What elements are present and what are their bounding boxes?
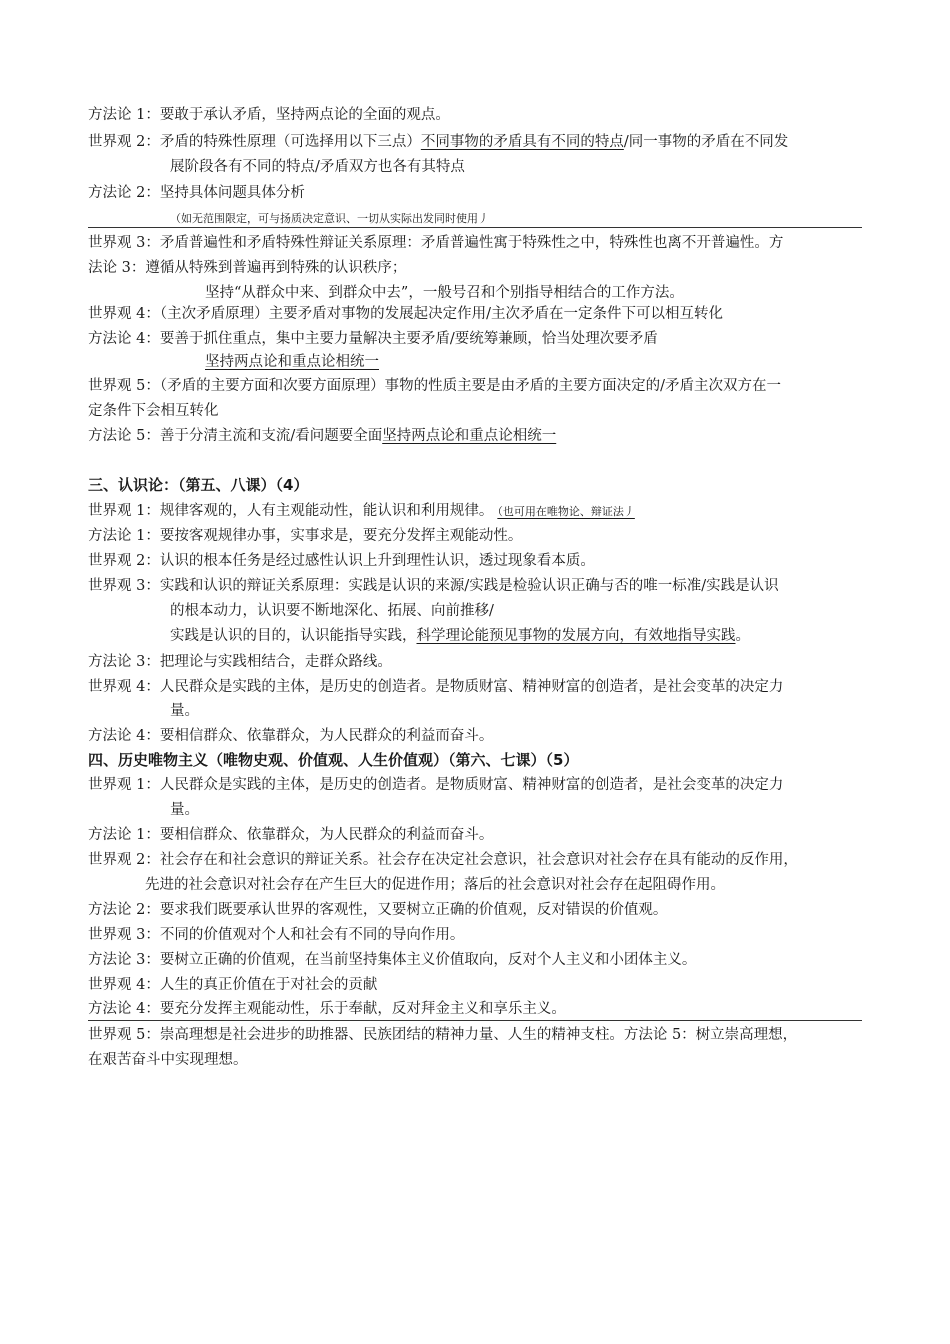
text-line: 先进的社会意识对社会存在产生巨大的促进作用；落后的社会意识对社会存在起阻碍作用。 — [145, 877, 725, 893]
divider-line — [88, 227, 862, 228]
text-line: 定条件下会相互转化 — [88, 403, 219, 419]
text-line: 方法论 4：要充分发挥主观能动性，乐于奉献，反对拜金主义和享乐主义。 — [88, 1001, 566, 1017]
text-line: 坚持“从群众中来、到群众中去”，一般号召和个别指导相结合的工作方法。 — [205, 285, 684, 301]
text-line — [88, 132, 788, 152]
text-line: 世界观 1：人民群众是实践的主体，是历史的创造者。是物质财富、精神财富的创造者，是社会变革的决定力 — [88, 777, 784, 793]
text-line: 世界观 4：人生的真正价值在于对社会的贡献 — [88, 977, 378, 993]
text-span: 实践是认识的目的，认识能指导实践， — [170, 628, 417, 644]
text-line — [88, 426, 556, 446]
text-line: 方法论 3：要树立正确的价值观，在当前坚持集体主义价值取向，反对个人主义和小团体主义。 — [88, 952, 697, 968]
annotation-note: （如无范围限定，可与扬质决定意识、一切从实际出发同时使用丿 — [170, 212, 489, 225]
text-line: 方法论 1：要按客观规律办事，实事求是，要充分发挥主观能动性。 — [88, 528, 523, 544]
text-span: 世界观 1：规律客观的，人有主观能动性，能认识和利用规律。 — [88, 503, 494, 519]
text-line: 世界观 4：人民群众是实践的主体，是历史的创造者。是物质财富、精神财富的创造者，是社会变革的决定力 — [88, 679, 784, 695]
text-span: 方法论 5：善于分清主流和支流/看问题要全面 — [88, 428, 383, 444]
text-line: 世界观 5：崇高理想是社会进步的助推器、民族团结的精神力量、人生的精神支柱。方法论 5：树立崇高理想， — [88, 1027, 798, 1043]
text-line: 方法论 4：要相信群众、依靠群众，为人民群众的利益而奋斗。 — [88, 728, 494, 744]
text-line: 世界观 2：认识的根本任务是经过感性认识上升到理性认识，透过现象看本质。 — [88, 553, 595, 569]
text-line: 世界观 5：（矛盾的主要方面和次要方面原理）事物的性质主要是由矛盾的主要方面决定的/矛盾主次双方在一 — [88, 378, 781, 394]
text-span: 。 — [735, 628, 750, 644]
text-line: 方法论 1：要敢于承认矛盾，坚持两点论的全面的观点。 — [88, 107, 450, 123]
text-line: 世界观 3：矛盾普遍性和矛盾特殊性辩证关系原理：矛盾普遍性寓于特殊性之中，特殊性也离不开普遍性。方 — [88, 235, 784, 251]
text-span: /同一事物的矛盾在不同发 — [623, 134, 789, 150]
text-line: 方法论 2：坚持具体问题具体分析 — [88, 185, 305, 201]
underlined-text: 坚持两点论和重点论相统一 — [382, 428, 557, 444]
text-line: 方法论 3：把理论与实践相结合，走群众路线。 — [88, 654, 392, 670]
text-line: 方法论 2：要求我们既要承认世界的客观性，又要树立正确的价值观，反对错误的价值观。 — [88, 902, 668, 918]
text-line: 世界观 3：不同的价值观对个人和社会有不同的导向作用。 — [88, 927, 465, 943]
text-line — [88, 501, 635, 522]
text-line: 量。 — [170, 703, 199, 719]
text-line: 方法论 4：要善于抓住重点，集中主要力量解决主要矛盾/要统筹兼顾，恰当处理次要矛盾 — [88, 331, 658, 347]
divider-line — [88, 1020, 862, 1021]
annotation-note: （也可用在唯物论、辩证法丿 — [497, 505, 635, 518]
text-line: 在艰苦奋斗中实现理想。 — [88, 1052, 248, 1068]
text-line: 世界观 2：社会存在和社会意识的辩证关系。社会存在决定社会意识，社会意识对社会存在具有能动的反作用， — [88, 852, 798, 868]
text-span: 世界观 2：矛盾的特殊性原理（可选择用以下三点） — [88, 134, 421, 150]
underlined-text: 不同事物的矛盾具有不同的特点 — [420, 134, 624, 150]
text-line: 展阶段各有不同的特点/矛盾双方也各有其特点 — [170, 159, 465, 175]
section-heading: 三、认识论：（第五、八课）（4） — [88, 476, 309, 494]
underlined-text: 坚持两点论和重点论相统一 — [205, 354, 379, 370]
text-line: 量。 — [170, 802, 199, 818]
text-line — [170, 626, 750, 646]
text-line: 世界观 4：（主次矛盾原理）主要矛盾对事物的发展起决定作用/主次矛盾在一定条件下可以相互转化 — [88, 306, 723, 322]
underlined-text: 科学理论能预见事物的发展方向，有效地指导实践 — [416, 628, 736, 644]
section-heading: 四、历史唯物主义（唯物史观、价值观、人生价值观）（第六、七课）（5） — [88, 751, 579, 769]
text-line: 方法论 1：要相信群众、依靠群众，为人民群众的利益而奋斗。 — [88, 827, 494, 843]
text-line: 法论 3：遵循从特殊到普遍再到特殊的认识秩序； — [88, 260, 407, 276]
text-line: 世界观 3：实践和认识的辩证关系原理：实践是认识的来源/实践是检验认识正确与否的唯一标准/实践是认识 — [88, 578, 779, 594]
text-line: 的根本动力，认识要不断地深化、拓展、向前推移/ — [170, 603, 494, 619]
